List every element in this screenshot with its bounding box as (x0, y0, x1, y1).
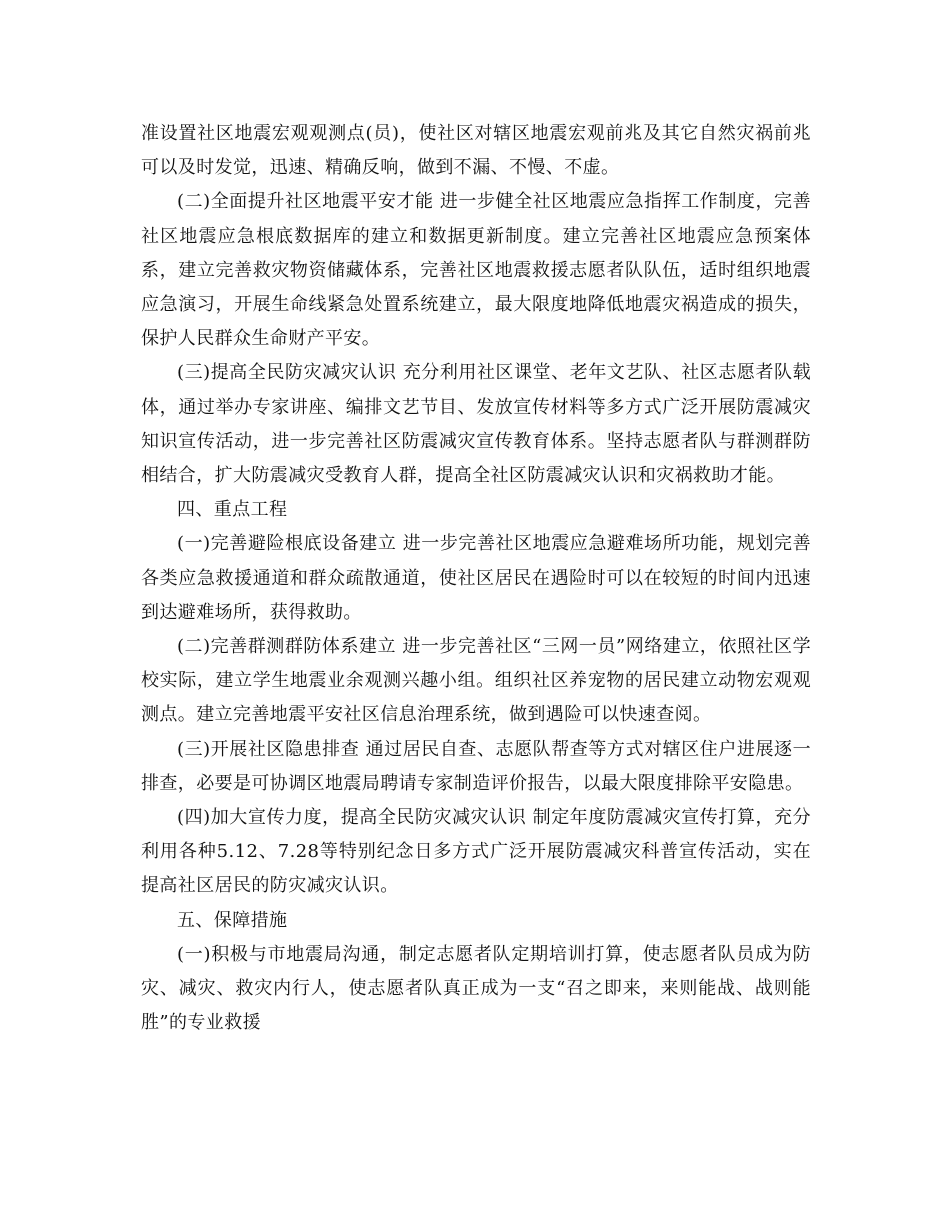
section-heading-safeguards: 五、保障措施 (177, 909, 288, 931)
paragraph-continuation: 准设置社区地震宏观观测点(员)，使社区对辖区地震宏观前兆及其它自然灾祸前兆可以及时发觉，迅速、精确反响，做到不漏、不慢、不虚。 (141, 123, 811, 179)
paragraph-shelter-facilities: (一)完善避险根底设备建立 进一步完善社区地震应急避难场所功能，规划完善各类应急救援通道和群众疏散通道，使社区居民在遇险时可以在较短的时间内迅速到达避难场所，获得救助。 (141, 533, 811, 623)
document-body (141, 117, 811, 1040)
paragraph-volunteer-training: (一)积极与市地震局沟通，制定志愿者队定期培训打算，使志愿者队员成为防灾、减灾、救灾内行人，使志愿者队真正成为一支“召之即来，来则能战、战则能胜”的专业救援 (141, 943, 811, 1034)
paragraph-safety-capability: (二)全面提升社区地震平安才能 进一步健全社区地震应急指挥工作制度，完善社区地震应急根底数据库的建立和数据更新制度。建立完善社区地震应急预案体系，建立完善救灾物资储藏体系，完善社区地震救援志愿者队队伍，适时组织地震应急演习，开展生命线紧急处置系统建立，最大限度地降低地震灾祸造成的损失，保护人民群众生命财产平安。 (141, 191, 811, 350)
paragraph-publicity: (四)加大宣传力度，提高全民防灾减灾认识 制定年度防震减灾宣传打算，充分利用各种5.12、7.28等特别纪念日多方式广泛开展防震减灾科普宣传活动，实在提高社区居民的防灾减灾认识。 (141, 807, 811, 897)
section-heading-key-projects: 四、重点工程 (177, 499, 288, 521)
paragraph-hazard-inspection: (三)开展社区隐患排查 通过居民自查、志愿队帮查等方式对辖区住户进展逐一排查，必要是可协调区地震局聘请专家制造评价报告，以最大限度排除平安隐患。 (141, 738, 811, 794)
paragraph-awareness: (三)提高全民防灾减灾认识 充分利用社区课堂、老年文艺队、社区志愿者队载体，通过举办专家讲座、编排文艺节目、发放宣传材料等多方式广泛开展防震减灾知识宣传活动，进一步完善社区防震减灾宣传教育体系。坚持志愿者队与群测群防相结合，扩大防震减灾受教育人群，提高全社区防震减灾认识和灾祸救助才能。 (141, 362, 811, 487)
paragraph-monitoring-system: (二)完善群测群防体系建立 进一步完善社区“三网一员”网络建立，依照社区学校实际，建立学生地震业余观测兴趣小组。组织社区养宠物的居民建立动物宏观观测点。建立完善地震平安社区信息治理系统，做到遇险可以快速查阅。 (141, 636, 811, 726)
